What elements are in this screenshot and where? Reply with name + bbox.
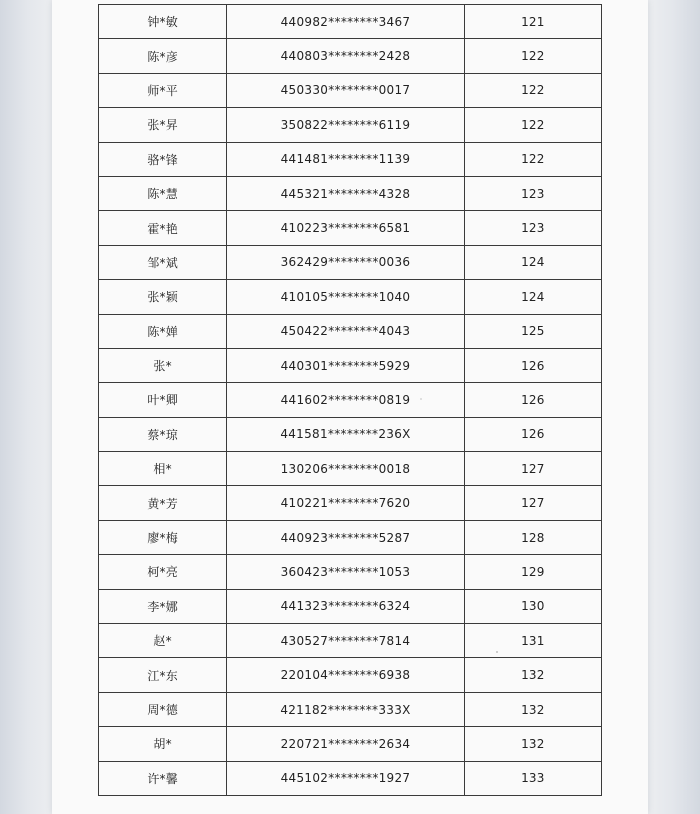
table-row xyxy=(99,727,602,761)
id-number-cell: 441602********0819 xyxy=(227,383,464,417)
score-cell: 122 xyxy=(464,39,601,73)
table-row xyxy=(99,486,602,520)
name-cell: 陈*彦 xyxy=(99,39,227,73)
table-row xyxy=(99,624,602,658)
id-number-cell: 410223********6581 xyxy=(227,211,464,245)
id-number-cell: 220721********2634 xyxy=(227,727,464,761)
name-cell: 黄*芳 xyxy=(99,486,227,520)
table-row xyxy=(99,692,602,726)
score-cell: 128 xyxy=(464,520,601,554)
table-row xyxy=(99,417,602,451)
name-cell: 周*德 xyxy=(99,692,227,726)
score-cell: 122 xyxy=(464,142,601,176)
score-cell: 121 xyxy=(464,5,601,39)
score-cell: 126 xyxy=(464,383,601,417)
name-cell: 赵* xyxy=(99,624,227,658)
score-cell: 124 xyxy=(464,280,601,314)
id-number-cell: 362429********0036 xyxy=(227,245,464,279)
name-cell: 胡* xyxy=(99,727,227,761)
id-number-cell: 440982********3467 xyxy=(227,5,464,39)
score-cell: 125 xyxy=(464,314,601,348)
table-row xyxy=(99,520,602,554)
score-cell: 126 xyxy=(464,417,601,451)
id-number-cell: 220104********6938 xyxy=(227,658,464,692)
name-cell: 相* xyxy=(99,452,227,486)
name-cell: 钟*敏 xyxy=(99,5,227,39)
id-number-cell: 421182********333X xyxy=(227,692,464,726)
table-row xyxy=(99,348,602,382)
score-cell: 127 xyxy=(464,486,601,520)
table-row xyxy=(99,108,602,142)
table-row xyxy=(99,211,602,245)
score-cell: 132 xyxy=(464,692,601,726)
id-number-cell: 130206********0018 xyxy=(227,452,464,486)
name-cell: 骆*锋 xyxy=(99,142,227,176)
table-row xyxy=(99,383,602,417)
id-number-cell: 410221********7620 xyxy=(227,486,464,520)
name-cell: 张*昇 xyxy=(99,108,227,142)
table-row xyxy=(99,658,602,692)
name-cell: 陈*婵 xyxy=(99,314,227,348)
table-row xyxy=(99,176,602,210)
name-cell: 邹*斌 xyxy=(99,245,227,279)
id-number-cell: 441323********6324 xyxy=(227,589,464,623)
name-cell: 柯*亮 xyxy=(99,555,227,589)
id-number-cell: 440803********2428 xyxy=(227,39,464,73)
table-row xyxy=(99,761,602,795)
name-cell: 张* xyxy=(99,348,227,382)
score-cell: 123 xyxy=(464,211,601,245)
score-cell: 122 xyxy=(464,108,601,142)
score-cell: 133 xyxy=(464,761,601,795)
id-number-cell: 430527********7814 xyxy=(227,624,464,658)
name-cell: 叶*卿 xyxy=(99,383,227,417)
id-number-cell: 445102********1927 xyxy=(227,761,464,795)
id-number-cell: 450330********0017 xyxy=(227,73,464,107)
name-cell: 廖*梅 xyxy=(99,520,227,554)
id-number-cell: 410105********1040 xyxy=(227,280,464,314)
score-cell: 123 xyxy=(464,176,601,210)
id-number-cell: 440923********5287 xyxy=(227,520,464,554)
table-row xyxy=(99,142,602,176)
name-cell: 李*娜 xyxy=(99,589,227,623)
table-row xyxy=(99,245,602,279)
score-cell: 124 xyxy=(464,245,601,279)
name-cell: 蔡*琼 xyxy=(99,417,227,451)
score-cell: 127 xyxy=(464,452,601,486)
score-cell: 132 xyxy=(464,658,601,692)
table-row xyxy=(99,452,602,486)
paper-speck xyxy=(420,398,422,400)
score-cell: 131 xyxy=(464,624,601,658)
name-cell: 张*颖 xyxy=(99,280,227,314)
score-cell: 122 xyxy=(464,73,601,107)
score-cell: 132 xyxy=(464,727,601,761)
table-body xyxy=(99,5,602,796)
id-number-cell: 441581********236X xyxy=(227,417,464,451)
id-number-cell: 450422********4043 xyxy=(227,314,464,348)
id-number-cell: 445321********4328 xyxy=(227,176,464,210)
table-row xyxy=(99,589,602,623)
score-cell: 129 xyxy=(464,555,601,589)
paper-speck xyxy=(496,651,498,653)
name-cell: 江*东 xyxy=(99,658,227,692)
id-number-cell: 441481********1139 xyxy=(227,142,464,176)
table-row xyxy=(99,555,602,589)
id-number-cell: 360423********1053 xyxy=(227,555,464,589)
score-cell: 130 xyxy=(464,589,601,623)
name-cell: 陈*慧 xyxy=(99,176,227,210)
candidate-table xyxy=(98,4,602,796)
table-row xyxy=(99,280,602,314)
table-row xyxy=(99,5,602,39)
name-cell: 霍*艳 xyxy=(99,211,227,245)
id-number-cell: 440301********5929 xyxy=(227,348,464,382)
score-cell: 126 xyxy=(464,348,601,382)
table-row xyxy=(99,314,602,348)
name-cell: 许*馨 xyxy=(99,761,227,795)
id-number-cell: 350822********6119 xyxy=(227,108,464,142)
name-cell: 师*平 xyxy=(99,73,227,107)
table-row xyxy=(99,39,602,73)
table-row xyxy=(99,73,602,107)
